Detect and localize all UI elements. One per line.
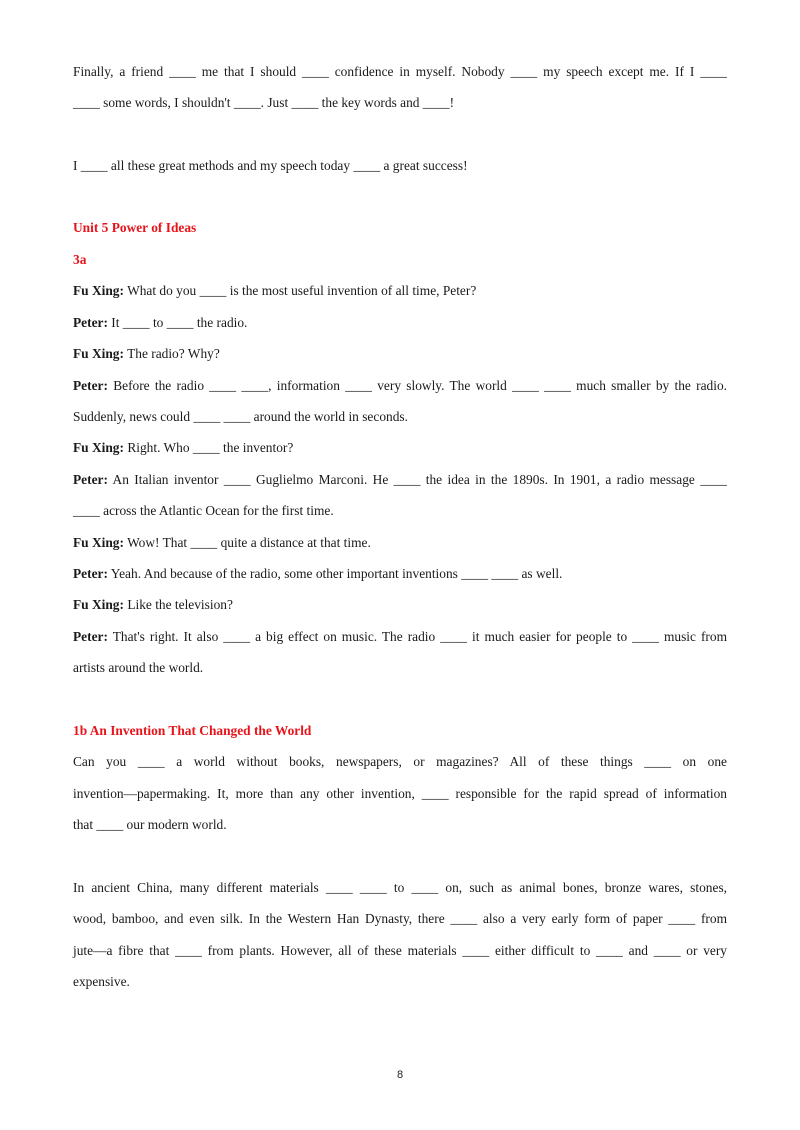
intro-line-2: ____ some words, I shouldn't ____. Just ____ the key words and ____! bbox=[73, 95, 455, 110]
dialogue-continuation: artists around the world. bbox=[73, 660, 204, 675]
speaker-name: Fu Xing: bbox=[73, 283, 124, 298]
dialogue-continuation: ____ across the Atlantic Ocean for the first time. bbox=[73, 503, 334, 518]
section-title: 1b An Invention That Changed the World bbox=[73, 723, 312, 738]
speaker-name: Fu Xing: bbox=[73, 440, 124, 455]
dialogue-line bbox=[73, 471, 727, 489]
dialogue-line bbox=[73, 534, 727, 552]
page-number: 8 bbox=[396, 1069, 404, 1081]
speaker-name: Peter: bbox=[73, 315, 108, 330]
speaker-name: Fu Xing: bbox=[73, 346, 124, 361]
dialogue-line bbox=[73, 282, 727, 300]
dialogue-text: That's right. It also ____ a big effect on music. The radio ____ it much easier for people to ____ music from bbox=[107, 629, 727, 644]
dialogue-line bbox=[73, 628, 727, 646]
dialogue-text: An Italian inventor ____ Guglielmo Marconi. He ____ the idea in the 1890s. In 1901, a radio message ____ bbox=[107, 472, 727, 487]
speaker-name: Peter: bbox=[73, 566, 108, 581]
dialogue-line bbox=[73, 565, 727, 583]
unit-title: Unit 5 Power of Ideas bbox=[73, 220, 197, 235]
paragraph-line: Can you ____ a world without books, newspapers, or magazines? All of these things ____ on one bbox=[73, 754, 727, 769]
paragraph-line: In ancient China, many different materials ____ ____ to ____ on, such as animal bones, bronze wares, stones, bbox=[73, 880, 727, 895]
dialogue-text: What do you ____ is the most useful invention of all time, Peter? bbox=[123, 283, 477, 298]
dialogue-line bbox=[73, 314, 727, 332]
intro-line-1: Finally, a friend ____ me that I should ____ confidence in myself. Nobody ____ my speech except me. If I ____ bbox=[73, 64, 727, 79]
dialogue-text: Like the television? bbox=[123, 597, 233, 612]
speaker-name: Peter: bbox=[73, 378, 108, 393]
dialogue-line bbox=[73, 439, 727, 457]
speaker-name: Peter: bbox=[73, 629, 108, 644]
dialogue-continuation: Suddenly, news could ____ ____ around the world in seconds. bbox=[73, 409, 408, 424]
dialogue-text: The radio? Why? bbox=[123, 346, 220, 361]
section-label: 3a bbox=[73, 252, 87, 267]
dialogue-text: Right. Who ____ the inventor? bbox=[123, 440, 294, 455]
dialogue-text: It ____ to ____ the radio. bbox=[107, 315, 248, 330]
speaker-name: Fu Xing: bbox=[73, 535, 124, 550]
speaker-name: Peter: bbox=[73, 472, 108, 487]
dialogue-text: Before the radio ____ ____, information ____ very slowly. The world ____ ____ much smaller by the radio. bbox=[107, 378, 727, 393]
dialogue-text: Yeah. And because of the radio, some other important inventions ____ ____ as well. bbox=[107, 566, 563, 581]
dialogue-text: Wow! That ____ quite a distance at that time. bbox=[123, 535, 371, 550]
paragraph-line: wood, bamboo, and even silk. In the Western Han Dynasty, there ____ also a very early form of paper ____ from bbox=[73, 911, 727, 926]
dialogue-line bbox=[73, 596, 727, 614]
dialogue-line bbox=[73, 345, 727, 363]
paragraph-line: jute—a fibre that ____ from plants. However, all of these materials ____ either difficult to ____ and ____ or very bbox=[73, 943, 727, 958]
speaker-name: Fu Xing: bbox=[73, 597, 124, 612]
paragraph-line: expensive. bbox=[73, 974, 130, 989]
dialogue-line bbox=[73, 377, 727, 395]
paragraph-line: invention—papermaking. It, more than any other invention, ____ responsible for the rapid spread of information bbox=[73, 786, 727, 801]
paragraph-line: that ____ our modern world. bbox=[73, 817, 227, 832]
intro-line-3: I ____ all these great methods and my speech today ____ a great success! bbox=[73, 158, 468, 173]
